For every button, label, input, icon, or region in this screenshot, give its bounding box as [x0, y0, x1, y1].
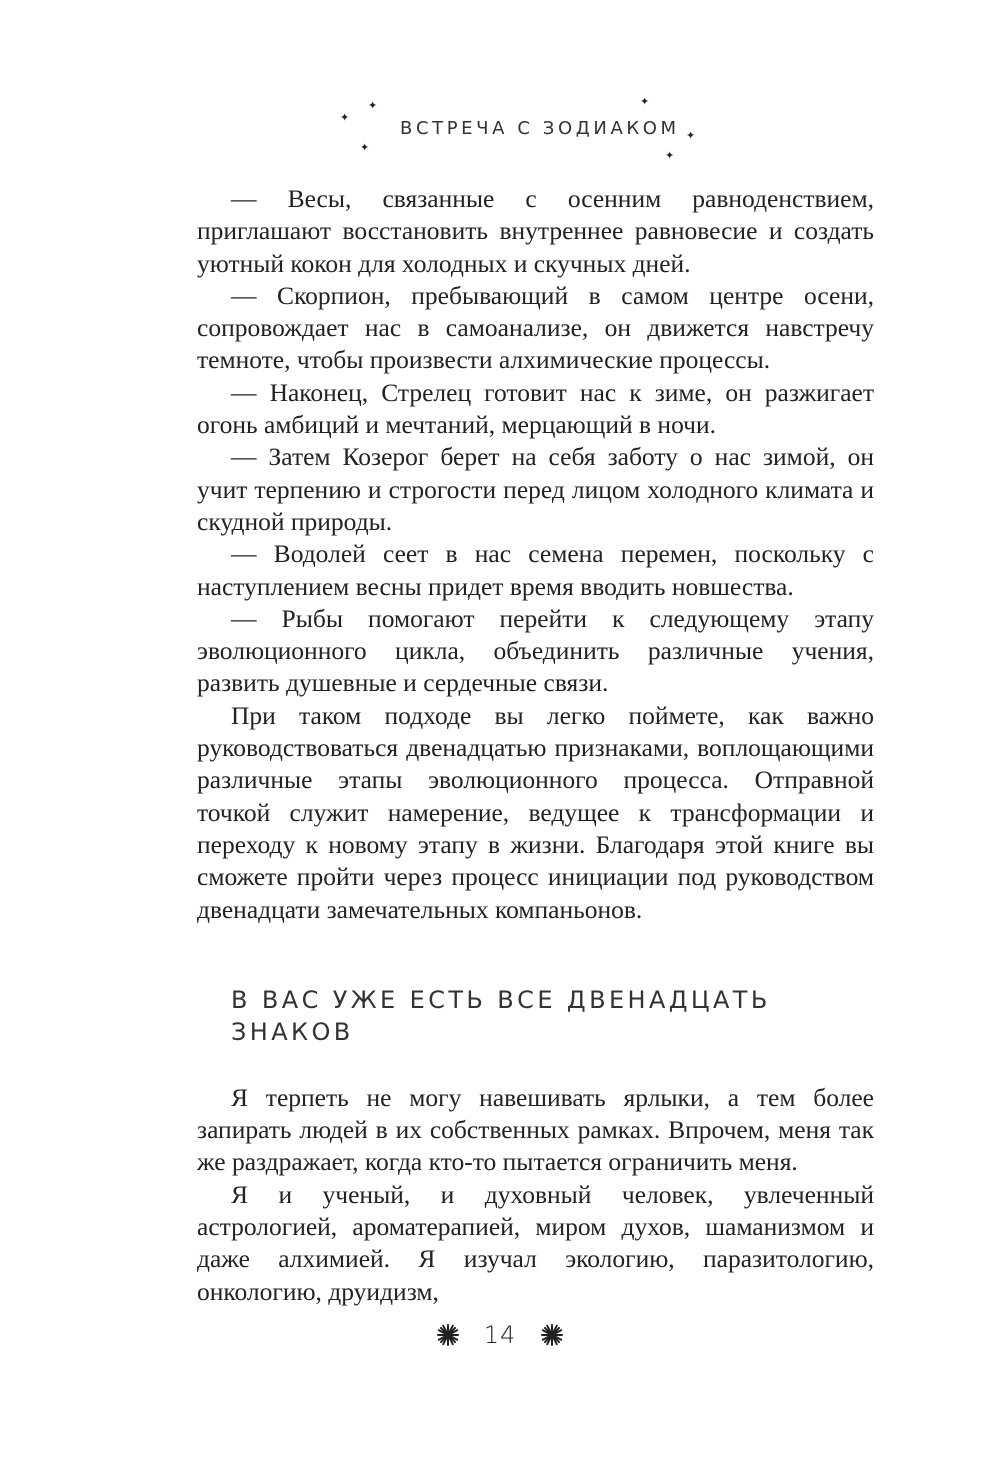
paragraph-aquarius: — Водолей сеет в нас семена перемен, поскольку с наступлением весны придет время вводить новшества.	[197, 539, 874, 601]
star-icon: ✦	[368, 99, 378, 112]
section-heading-line1: В ВАС УЖЕ ЕСТЬ ВСЕ ДВЕНАДЦАТЬ	[231, 985, 771, 1014]
starburst-icon	[541, 1324, 563, 1346]
page-footer	[0, 1318, 1000, 1349]
running-header	[330, 90, 710, 170]
section-heading	[231, 984, 874, 1048]
paragraph-sagittarius: — Наконец, Стрелец готовит нас к зиме, он разжигает огонь амбиций и мечтаний, мерцающий в ночи.	[197, 377, 874, 440]
star-icon: ✦	[640, 95, 650, 108]
page-number: 14	[483, 1321, 517, 1350]
star-icon: ✦	[665, 149, 675, 162]
paragraph-scientist: Я и ученый, и духовный человек, увлеченный астрологией, ароматерапией, миром духов, шаманизмом и даже алхимией. Я изучал экологию, паразитологию, онкологию, друидизм,	[197, 1179, 874, 1306]
running-title: ВСТРЕЧА С ЗОДИАКОМ	[400, 118, 680, 139]
paragraph-approach: При таком подходе вы легко поймете, как важно руководствоваться двенадцатью признаками, воплощающими различные этапы эволюционного процесса. Отправной точкой служит намерение, ведущее к трансформации и переходу к новому этапу в жизни. Благодаря этой книге вы сможете пройти через процесс инициации под руководством двенадцати замечательных компаньонов.	[197, 700, 874, 924]
section-heading-line2: ЗНАКОВ	[231, 1017, 354, 1046]
paragraph-scorpio: — Скорпион, пребывающий в самом центре осени, сопровождает нас в самоанализе, он движется навстречу темноте, чтобы произвести алхимические процессы.	[197, 280, 874, 375]
star-icon: ✦	[360, 141, 370, 154]
star-icon: ✦	[686, 129, 696, 142]
star-icon: ✦	[340, 111, 350, 124]
paragraph-pisces: — Рыбы помогают перейти к следующему этапу эволюционного цикла, объединить различные учения, развить душевные и сердечные связи.	[197, 603, 874, 698]
paragraph-libra: — Весы, связанные с осенним равноденствием, приглашают восстановить внутреннее равновесие и создать уютный кокон для холодных и скучных дней.	[197, 184, 874, 278]
paragraph-labels: Я терпеть не могу навешивать ярлыки, а тем более запирать людей в их собственных рамках. Впрочем, меня так же раздражает, когда кто-то пытается ограничить меня.	[197, 1082, 874, 1177]
paragraph-capricorn: — Затем Козерог берет на себя заботу о нас зимой, он учит терпению и строгости перед лицом холодного климата и скудной природы.	[197, 442, 874, 536]
starburst-icon	[437, 1324, 459, 1346]
body-text	[197, 183, 874, 1308]
